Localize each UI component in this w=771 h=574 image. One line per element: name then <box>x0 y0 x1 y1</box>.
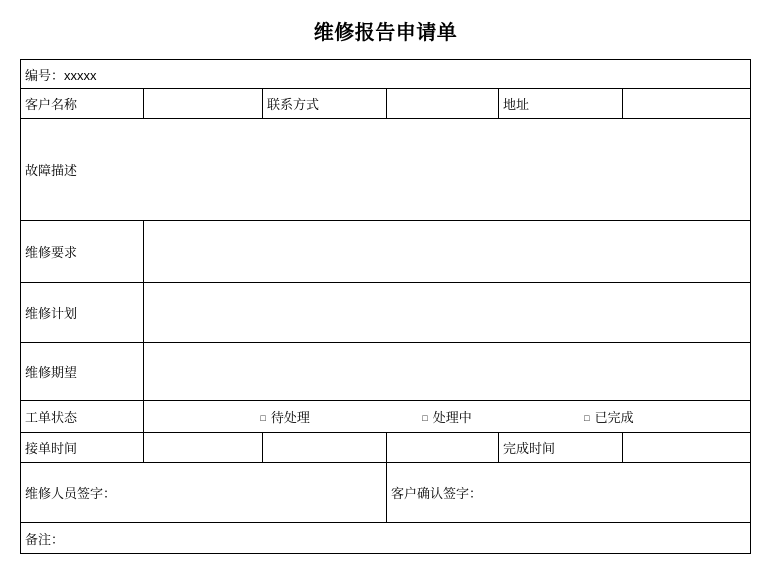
receive-time-extra-cell[interactable] <box>263 433 387 463</box>
fault-description-row <box>21 119 751 221</box>
receive-time-label: 接单时间 <box>21 433 144 463</box>
repair-request-row <box>21 221 751 283</box>
checkbox-icon: □ <box>422 413 428 423</box>
address-label: 地址 <box>499 89 623 119</box>
remark-row <box>21 523 751 554</box>
status-row <box>21 401 751 433</box>
checkbox-icon: □ <box>260 413 266 423</box>
repair-request-input-cell[interactable] <box>144 221 751 283</box>
contact-input-cell[interactable] <box>387 89 499 119</box>
staff-signature-cell[interactable] <box>21 463 387 523</box>
status-option-completed[interactable] <box>584 407 633 426</box>
customer-name-input-cell[interactable] <box>144 89 263 119</box>
address-input-cell[interactable] <box>623 89 751 119</box>
staff-signature-label: 维修人员签字： <box>25 486 117 501</box>
serial-label: 编号：xxxxx <box>21 60 751 89</box>
repair-expect-label: 维修期望 <box>21 343 144 401</box>
fault-description-label: 故障描述 <box>25 163 78 178</box>
repair-plan-label: 维修计划 <box>21 283 144 343</box>
customer-row <box>21 89 751 119</box>
repair-plan-row <box>21 283 751 343</box>
status-options-cell <box>144 401 751 433</box>
customer-name-label: 客户名称 <box>21 89 144 119</box>
customer-signature-label: 客户确认签字： <box>391 486 483 501</box>
status-option-pending[interactable] <box>260 407 309 426</box>
repair-plan-input-cell[interactable] <box>144 283 751 343</box>
receive-time-input-cell[interactable] <box>144 433 263 463</box>
status-option-completed-label: 已完成 <box>594 410 634 425</box>
repair-expect-input-cell[interactable] <box>144 343 751 401</box>
status-option-pending-label: 待处理 <box>270 410 310 425</box>
repair-request-label: 维修要求 <box>21 221 144 283</box>
signatures-row <box>21 463 751 523</box>
finish-time-label: 完成时间 <box>499 433 623 463</box>
fault-description-cell[interactable] <box>21 119 751 221</box>
repair-report-form-table <box>20 59 751 554</box>
serial-row <box>21 60 751 89</box>
remark-cell[interactable] <box>21 523 751 554</box>
repair-expect-row <box>21 343 751 401</box>
status-option-processing[interactable] <box>422 407 471 426</box>
status-option-processing-label: 处理中 <box>432 410 472 425</box>
status-label: 工单状态 <box>21 401 144 433</box>
checkbox-icon: □ <box>584 413 590 423</box>
form-title: 维修报告申请单 <box>313 22 458 44</box>
receive-time-extra-cell-2[interactable] <box>387 433 499 463</box>
customer-signature-cell[interactable] <box>387 463 751 523</box>
remark-label: 备注： <box>25 531 65 547</box>
finish-time-input-cell[interactable] <box>623 433 751 463</box>
status-options <box>148 407 746 426</box>
times-row <box>21 433 751 463</box>
contact-label: 联系方式 <box>263 89 387 119</box>
